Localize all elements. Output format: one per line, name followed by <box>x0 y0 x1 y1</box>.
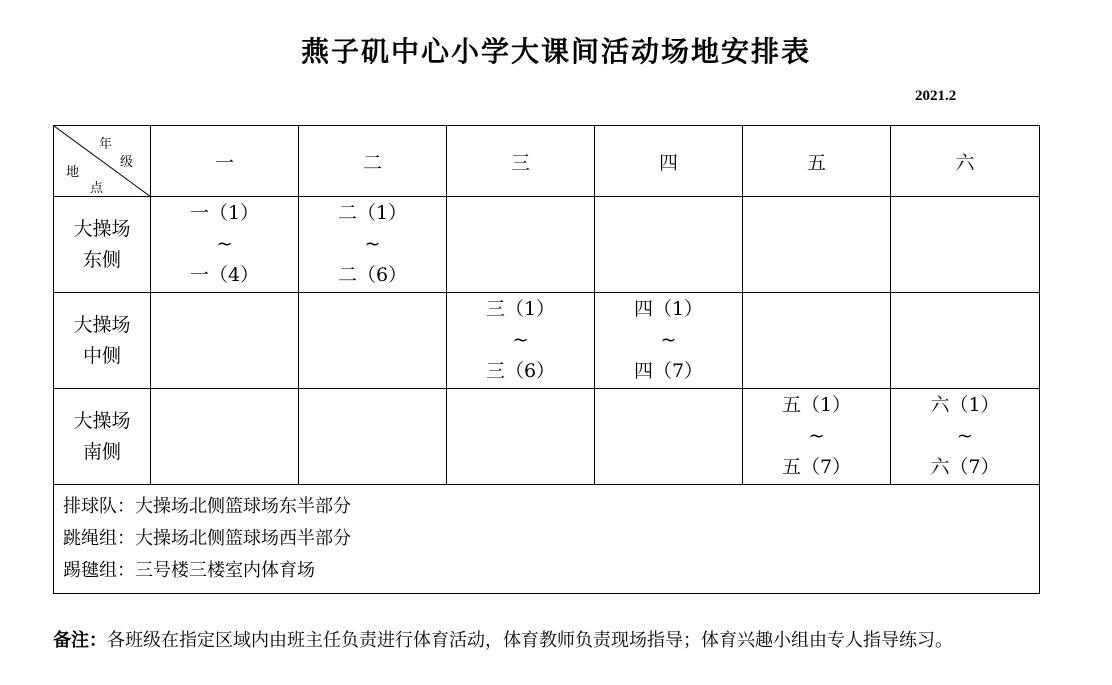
empty-cell <box>299 389 447 485</box>
grade-header: 四 <box>595 126 743 197</box>
location-row-middle <box>54 293 1040 389</box>
class-range-cell: 一（1） ~ 一（4） <box>151 197 299 293</box>
notes-row <box>54 485 1040 594</box>
corner-label-dian: 点 <box>90 181 104 196</box>
grade-header: 六 <box>891 126 1040 197</box>
corner-label-ji: 级 <box>120 155 134 170</box>
class-range-cell: 三（1） ~ 三（6） <box>447 293 595 389</box>
class-range-cell: 六（1） ~ 六（7） <box>891 389 1040 485</box>
empty-cell <box>891 197 1040 293</box>
remark-text: 各班级在指定区域内由班主任负责进行体育活动，体育教师负责现场指导；体育兴趣小组由专人指导练习。 <box>107 630 953 651</box>
grade-header: 三 <box>447 126 595 197</box>
schedule-table <box>53 125 1040 594</box>
empty-cell <box>743 293 891 389</box>
remark <box>53 626 953 652</box>
grade-header: 五 <box>743 126 891 197</box>
location-label: 大操场 东侧 <box>54 197 151 293</box>
note-jump-rope: 跳绳组：大操场北侧篮球场西半部分 <box>63 528 351 549</box>
remark-label: 备注： <box>53 630 107 651</box>
empty-cell <box>447 389 595 485</box>
location-row-east <box>54 197 1040 293</box>
corner-label-nian: 年 <box>99 137 113 152</box>
notes-cell <box>54 485 1040 594</box>
location-label: 大操场 中侧 <box>54 293 151 389</box>
location-row-south <box>54 389 1040 485</box>
note-shuttlecock: 踢毽组：三号楼三楼室内体育场 <box>63 560 315 581</box>
empty-cell <box>595 389 743 485</box>
empty-cell <box>447 197 595 293</box>
location-label: 大操场 南侧 <box>54 389 151 485</box>
corner-label-di: 地 <box>66 165 80 180</box>
empty-cell <box>891 293 1040 389</box>
class-range-cell: 四（1） ~ 四（7） <box>595 293 743 389</box>
class-range-cell: 二（1） ~ 二（6） <box>299 197 447 293</box>
page-title: 燕子矶中心小学大课间活动场地安排表 <box>300 35 811 68</box>
class-range-cell: 五（1） ~ 五（7） <box>743 389 891 485</box>
empty-cell <box>151 389 299 485</box>
empty-cell <box>151 293 299 389</box>
empty-cell <box>299 293 447 389</box>
grade-header: 二 <box>299 126 447 197</box>
corner-header <box>54 126 151 197</box>
grade-header: 一 <box>151 126 299 197</box>
empty-cell <box>595 197 743 293</box>
empty-cell <box>743 197 891 293</box>
header-row <box>54 126 1040 197</box>
date-label: 2021.2 <box>915 88 957 104</box>
note-volleyball: 排球队：大操场北侧篮球场东半部分 <box>63 496 351 517</box>
